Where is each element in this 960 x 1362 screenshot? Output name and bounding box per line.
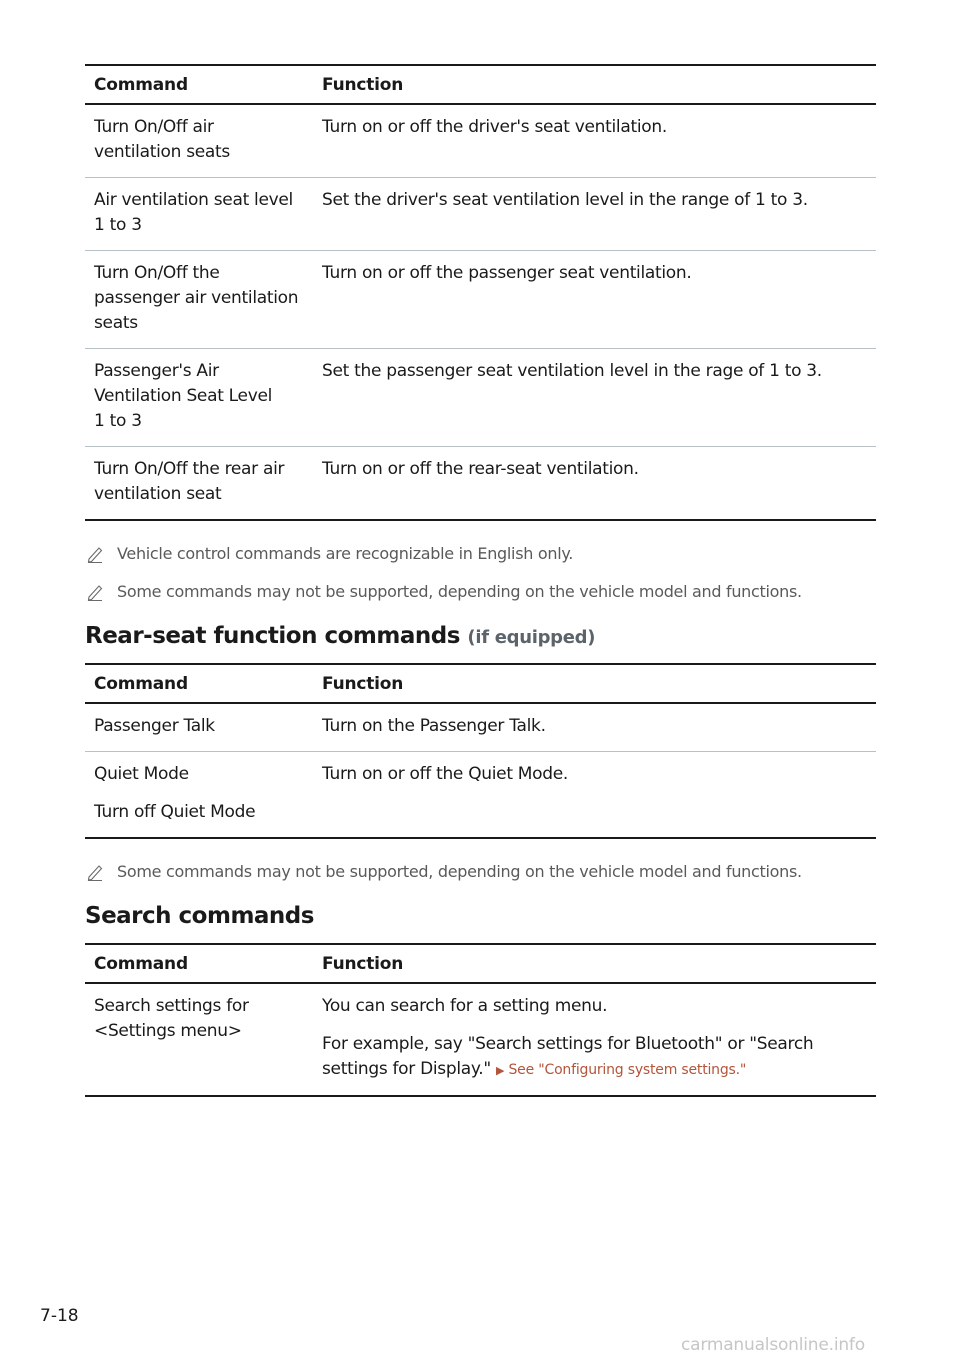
function-cell: Turn on the Passenger Talk. (313, 703, 876, 752)
column-header-command: Command (85, 65, 313, 104)
command-cell (85, 752, 313, 839)
note (85, 541, 876, 567)
command-cell: Air ventilation seat level 1 to 3 (85, 178, 313, 251)
table-row (85, 178, 876, 251)
note-text: Vehicle control commands are recognizable in English only. (117, 544, 574, 563)
command-line: Turn off Quiet Mode (94, 802, 256, 822)
command-line: Passenger Talk (94, 716, 215, 736)
table-row (85, 251, 876, 349)
rear-seat-commands-table (85, 663, 876, 839)
column-header-function: Function (313, 65, 876, 104)
watermark: carmanualsonline.info (681, 1335, 865, 1355)
page-content (85, 64, 876, 1097)
function-cell: Set the passenger seat ventilation level in the rage of 1 to 3. (313, 349, 876, 447)
function-cell: Turn on or off the driver's seat ventilation. (313, 104, 876, 178)
command-line: Passenger's Air Ventilation Seat Level (94, 361, 273, 406)
arrow-right-icon: ▶ (495, 1064, 505, 1077)
table-row (85, 752, 876, 839)
section-title-rear-seat (85, 623, 876, 649)
column-header-command: Command (85, 944, 313, 983)
command-cell: Turn On/Off the rear air ventilation seat (85, 447, 313, 521)
command-cell (85, 983, 313, 1096)
table-row (85, 349, 876, 447)
command-line: Quiet Mode (94, 764, 189, 784)
function-cell: Turn on or off the rear-seat ventilation. (313, 447, 876, 521)
cross-reference-text: See "Configuring system settings." (508, 1062, 747, 1078)
function-line (322, 1032, 868, 1083)
column-header-function: Function (313, 944, 876, 983)
command-line: <Settings menu> (94, 1021, 242, 1041)
function-cell: Turn on or off the Quiet Mode. (313, 752, 876, 839)
column-header-command: Command (85, 664, 313, 703)
pencil-icon (85, 863, 105, 881)
table-header-row (85, 65, 876, 104)
table-header-row (85, 944, 876, 983)
table-row (85, 104, 876, 178)
cross-reference-link[interactable] (496, 1062, 746, 1078)
search-commands-table (85, 943, 876, 1097)
note (85, 579, 876, 605)
note (85, 859, 876, 885)
note-text: Some commands may not be supported, depending on the vehicle model and functions. (117, 862, 802, 881)
note-text: Some commands may not be supported, depending on the vehicle model and functions. (117, 582, 802, 601)
seat-ventilation-commands-table (85, 64, 876, 521)
section-title-suffix: (if equipped) (467, 627, 596, 648)
column-header-function: Function (313, 664, 876, 703)
table-row (85, 447, 876, 521)
function-text: For example, say "Search settings for Bluetooth" or "Search settings for Display." (322, 1034, 814, 1079)
table-header-row (85, 664, 876, 703)
page-number: 7-18 (40, 1306, 79, 1326)
command-cell (85, 703, 313, 752)
section-title-search (85, 903, 876, 929)
command-line: Search settings for (94, 996, 249, 1016)
pencil-icon (85, 583, 105, 601)
table-row (85, 703, 876, 752)
table-row (85, 983, 876, 1096)
function-cell (313, 983, 876, 1096)
section-title-text: Search commands (85, 903, 314, 929)
pencil-icon (85, 545, 105, 563)
command-cell (85, 349, 313, 447)
command-cell: Turn On/Off the passenger air ventilation seats (85, 251, 313, 349)
function-cell: Set the driver's seat ventilation level in the range of 1 to 3. (313, 178, 876, 251)
function-line: You can search for a setting menu. (322, 996, 608, 1016)
command-line: 1 to 3 (94, 411, 142, 431)
section-title-text: Rear-seat function commands (85, 623, 460, 649)
command-cell: Turn On/Off air ventilation seats (85, 104, 313, 178)
function-cell: Turn on or off the passenger seat ventilation. (313, 251, 876, 349)
